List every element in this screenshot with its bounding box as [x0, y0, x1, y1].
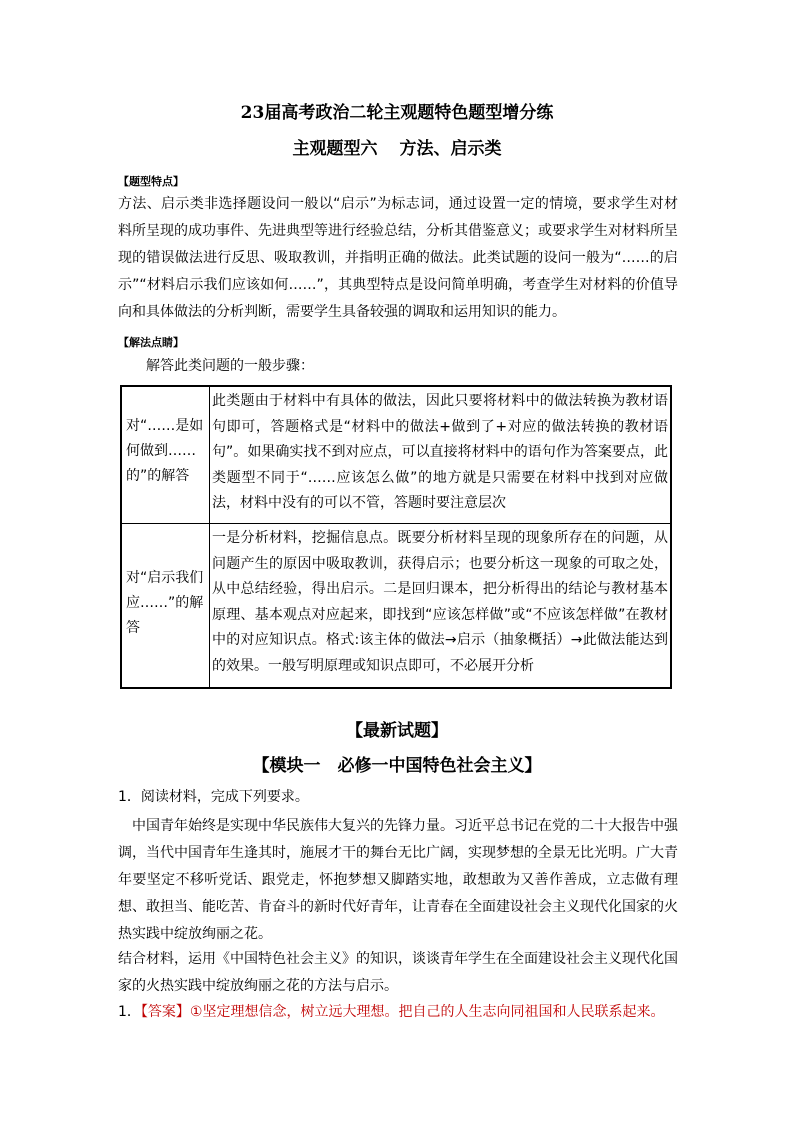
document-subtitle: [0, 134, 794, 159]
question-1-material: 中国青年始终是实现中华民族伟大复兴的先锋力量。习近平总书记在党的二十大报告中强调，当代中国青年生逢其时，施展才干的舞台无比广阔，实现梦想的全景无比光明。广大青年要坚定不移听党话、跟党走，怀抱梦想又脚踏实地，敢想敢为又善作善成，立志做有理想、敢担当、能吃苦、肯奋斗的新时代好青年，让青春在全面建设社会主义现代化国家的火热实践中绽放绚丽之花。: [118, 818, 678, 942]
table-row-label-cell: [122, 387, 210, 523]
document-title: 23届高考政治二轮主观题特色题型增分练: [240, 103, 554, 123]
tag-method-tips: 【解法点睛】: [118, 336, 184, 349]
table-row: [122, 524, 670, 687]
table-row-label: 对“……是如何做到……的”的解答: [126, 418, 204, 484]
question-1-task: 结合材料，运用《中国特色社会主义》的知识，谈谈青年学生在全面建设社会主义现代化国家的火热实践中绽放绚丽之花的方法与启示。: [118, 951, 678, 994]
subtitle-part-type: 主观题型六: [292, 139, 378, 159]
features-paragraph: 方法、启示类非选择题设问一般以“启示”为标志词，通过设置一定的情境，要求学生对材料所呈现的成功事件、先进典型等进行经验总结，分析其借鉴意义；或要求学生对材料所呈现的错误做法进行反思、吸取教训，并指明正确的做法。此类试题的设问一般为“……的启示”“材料启示我们应该如何……”，其典型特点是设问简单明确，考查学生对材料的价值导向和具体做法的分析判断，需要学生具备较强的调取和运用知识的能力。: [118, 196, 678, 320]
tag-question-features: 【题型特点】: [118, 175, 184, 188]
question-1-prompt: 1．阅读材料，完成下列要求。: [118, 789, 309, 805]
table-row-content: 此类题由于材料中有具体的做法，因此只要将材料中的做法转换为教材语句即可，答题格式是“材料中的做法+做到了+对应的做法转换的教材语句”。如果确实找不到对应点，可以直接将材料中的语句作为答案要点，此类题型不同于“……应该怎么做”的地方就是只需要在材料中找到对应做法，材料中没有的可以不管，答题时要注意层次: [212, 393, 668, 511]
section-module-one: 【模块一 必修一中国特色社会主义】: [252, 756, 542, 776]
subtitle-part-category: 方法、启示类: [399, 139, 502, 159]
steps-intro: 解答此类问题的一般步骤：: [146, 358, 314, 374]
table-row: [122, 387, 670, 524]
table-row-label-cell: [122, 524, 210, 687]
method-table: [120, 385, 672, 689]
answer-text: ①坚定理想信念，树立远大理想。把自己的人生志向同祖国和人民联系起来。: [189, 1004, 665, 1020]
answer-label: 【答案】: [140, 1004, 190, 1020]
section-latest-questions: 【最新试题】: [346, 721, 448, 741]
table-row-content: 一是分析材料，挖掘信息点。既要分析材料呈现的现象所存在的问题，从问题产生的原因中吸取教训，获得启示；也要分析这一现象的可取之处，从中总结经验，得出启示。二是回归课本，把分析得出的结论与教材基本原理、基本观点对应起来，即找到“应该怎样做”或“不应该怎样做”在教材中的对应知识点。格式:该主体的做法→启示（抽象概括）→此做法能达到的效果。一般写明原理或知识点即可，不必展开分析: [212, 530, 668, 674]
answer-line: [118, 1002, 664, 1022]
answer-number: 1．: [118, 1004, 141, 1020]
table-row-label: 对“启示我们应……”的解答: [126, 570, 204, 636]
